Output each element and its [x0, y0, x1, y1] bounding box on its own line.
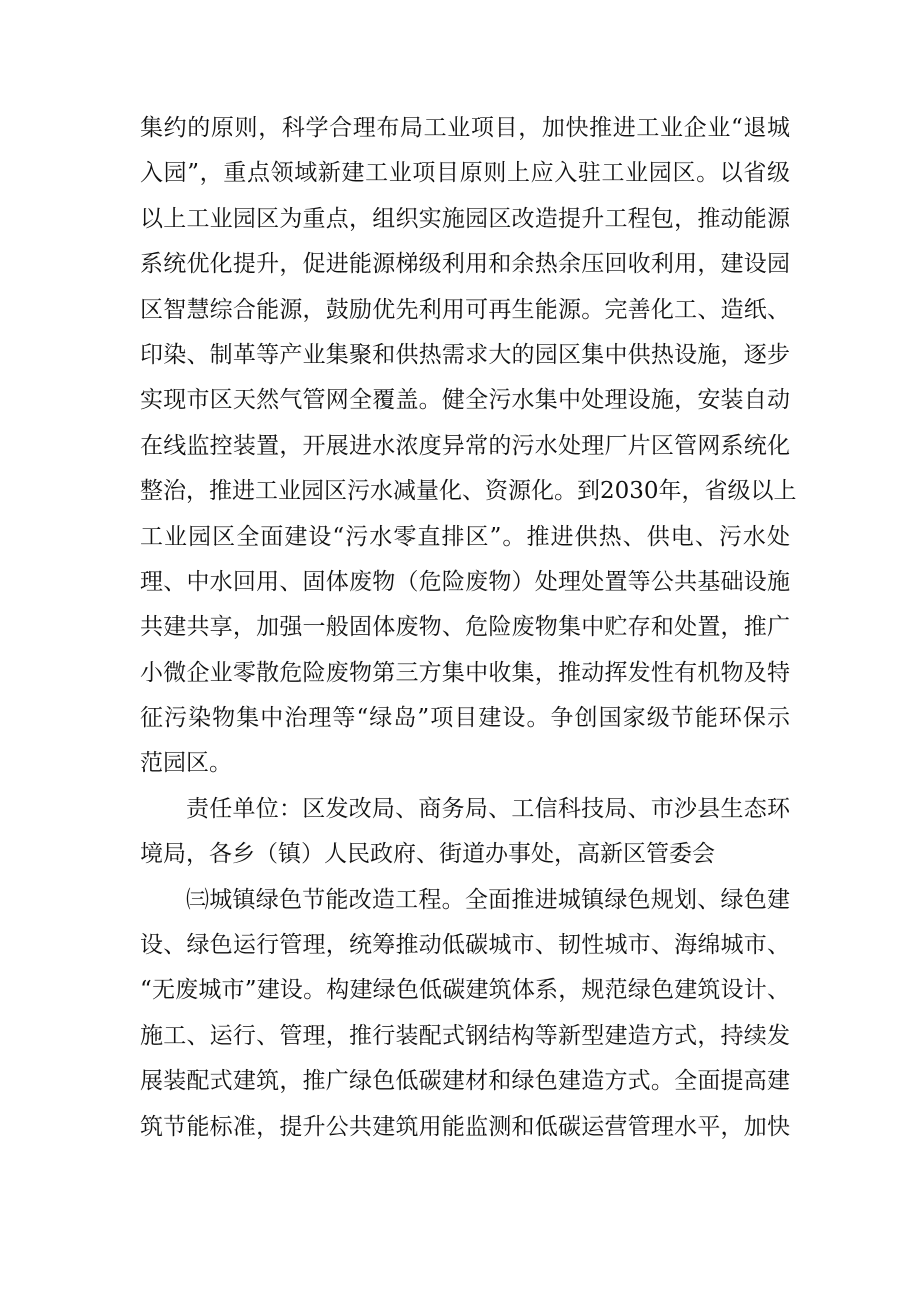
paragraph-urban-green-renovation [140, 878, 790, 1150]
text-line: 展装配式建筑，推广绿色低碳建材和绿色建造方式。全面提高建 [140, 1068, 790, 1095]
text-line: 筑节能标准，提升公共建筑用能监测和低碳运营管理水平，加快 [140, 1113, 790, 1140]
document-body [140, 106, 797, 1150]
text-line: “无废城市”建设。构建绿色低碳建筑体系，规范绿色建筑设计、 [140, 977, 790, 1004]
text-line: ㈢城镇绿色节能改造工程。全面推进城镇绿色规划、绿色建 [186, 886, 790, 913]
paragraph-industrial-parks [140, 106, 797, 787]
text-line: 责任单位：区发改局、商务局、工信科技局、市沙县生态环 [186, 795, 790, 822]
text-line: 实现市区天然气管网全覆盖。健全污水集中处理设施，安装自动 [140, 387, 790, 414]
text-line: 系统优化提升，促进能源梯级利用和余热余压回收利用，建设园 [140, 251, 790, 278]
text-line: 整治，推进工业园区污水减量化、资源化。到2030年，省级以上 [140, 478, 797, 505]
text-line: 征污染物集中治理等“绿岛”项目建设。争创国家级节能环保示 [140, 705, 790, 732]
text-line: 理、中水回用、固体废物（危险废物）处理处置等公共基础设施 [140, 568, 790, 595]
text-line: 区智慧综合能源，鼓励优先利用可再生能源。完善化工、造纸、 [140, 296, 790, 323]
text-line: 范园区。 [140, 750, 232, 777]
text-line: 工业园区全面建设“污水零直排区”。推进供热、供电、污水处 [140, 523, 790, 550]
text-line: 在线监控装置，开展进水浓度异常的污水处理厂片区管网系统化 [140, 432, 790, 459]
text-line: 以上工业园区为重点，组织实施园区改造提升工程包，推动能源 [140, 205, 790, 232]
text-line: 小微企业零散危险废物第三方集中收集，推动挥发性有机物及特 [140, 659, 790, 686]
text-line: 境局，各乡（镇）人民政府、街道办事处，高新区管委会 [140, 841, 715, 868]
text-line: 施工、运行、管理，推行装配式钢结构等新型建造方式，持续发 [140, 1022, 790, 1049]
text-line: 设、绿色运行管理，统筹推动低碳城市、韧性城市、海绵城市、 [140, 932, 790, 959]
text-line: 入园”，重点领域新建工业项目原则上应入驻工业园区。以省级 [140, 160, 790, 187]
paragraph-responsible-units [140, 787, 790, 878]
text-line: 集约的原则，科学合理布局工业项目，加快推进工业企业“退城 [140, 115, 790, 141]
text-line: 印染、制革等产业集聚和供热需求大的园区集中供热设施，逐步 [140, 341, 790, 368]
text-line: 共建共享，加强一般固体废物、危险废物集中贮存和处置，推广 [140, 614, 790, 641]
